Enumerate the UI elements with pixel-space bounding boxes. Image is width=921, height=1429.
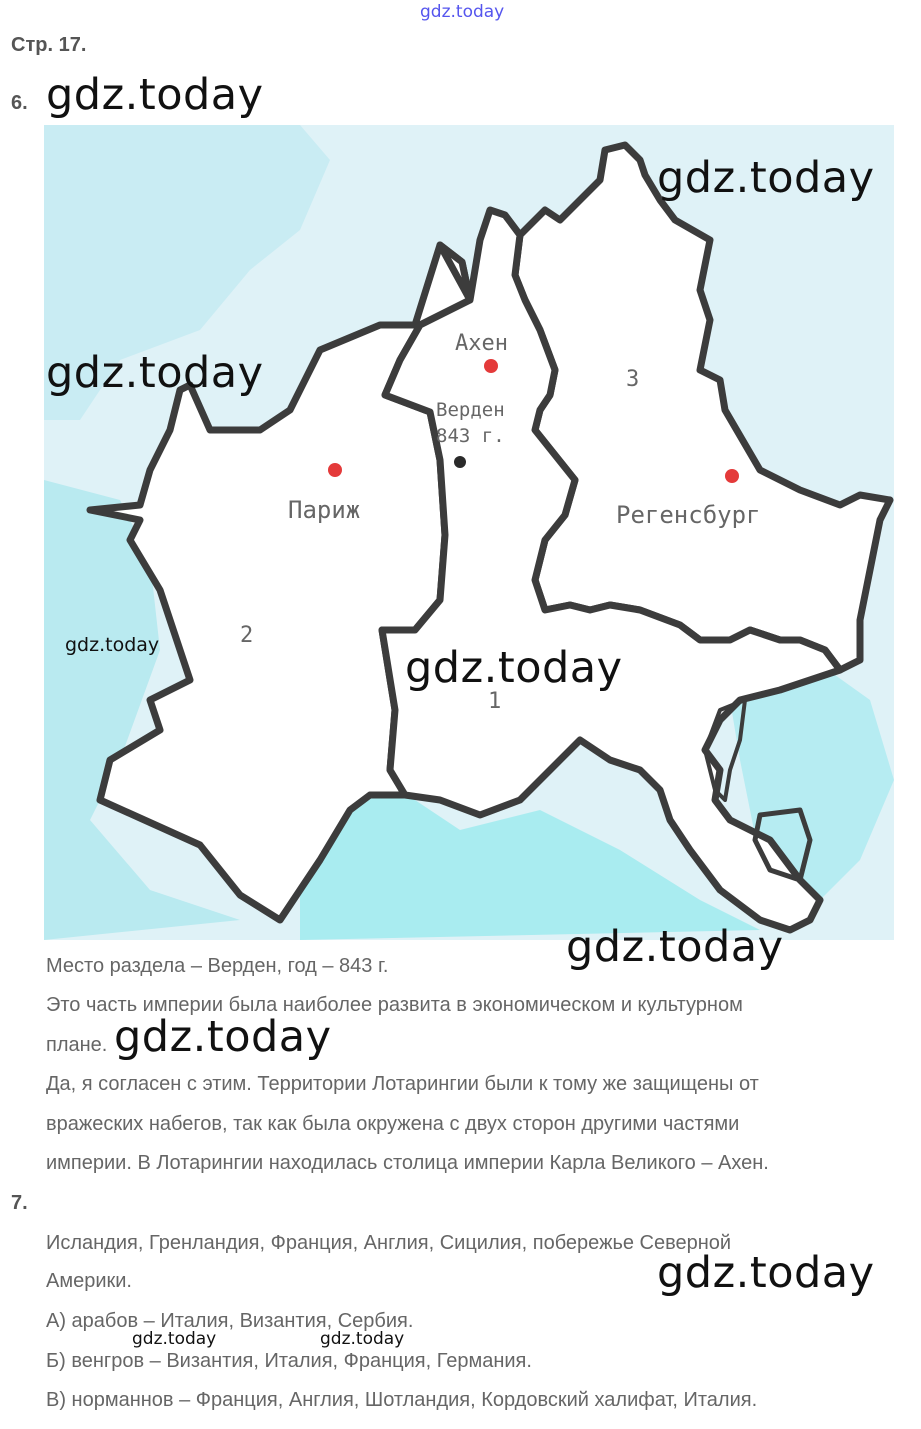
label-region-3: 3: [626, 367, 640, 392]
task-7-number: 7.: [11, 1192, 28, 1214]
answer-line: Это часть империи была наиболее развита в экономическом и культурном: [46, 994, 743, 1016]
label-verdun: Верден: [436, 399, 505, 421]
label-paris: Париж: [288, 496, 361, 524]
answer-line: Место раздела – Верден, год – 843 г.: [46, 955, 389, 977]
answer-line: Да, я согласен с этим. Территории Лотарингии были к тому же защищены от: [46, 1073, 759, 1095]
watermark: gdz.today: [65, 634, 160, 656]
label-region-2: 2: [240, 623, 254, 648]
label-aachen: Ахен: [455, 331, 508, 356]
answer-line: Америки.: [46, 1270, 132, 1292]
watermark: gdz.today: [657, 153, 875, 203]
label-verdun-year: 843 г.: [436, 425, 505, 447]
answer-line: империи. В Лотарингии находилась столица империи Карла Великого – Ахен.: [46, 1152, 769, 1174]
verdun-division-map: [44, 125, 894, 940]
watermark: gdz.today: [46, 348, 264, 398]
city-marker-regensburg: [725, 469, 739, 483]
answer-line: вражеских набегов, так как была окружена с двух сторон другими частями: [46, 1113, 740, 1135]
page-label: Стр. 17.: [11, 34, 87, 56]
watermark: gdz.today: [320, 1329, 405, 1349]
answer-line: А) арабов – Италия, Византия, Сербия.: [46, 1310, 414, 1332]
answer-line: Б) венгров – Византия, Италия, Франция, Германия.: [46, 1350, 532, 1372]
city-marker-paris: [328, 463, 342, 477]
watermark: gdz.today: [566, 922, 784, 972]
watermark: gdz.today: [132, 1329, 217, 1349]
answer-line: В) норманнов – Франция, Англия, Шотландия, Кордовский халифат, Италия.: [46, 1389, 758, 1411]
label-region-1: 1: [488, 689, 502, 714]
watermark: gdz.today: [405, 643, 623, 693]
answer-line: плане.: [46, 1034, 108, 1056]
answer-line: Исландия, Гренландия, Франция, Англия, Сицилия, побережье Северной: [46, 1232, 732, 1254]
watermark: gdz.today: [657, 1248, 875, 1298]
city-marker-verdun: [454, 456, 466, 468]
watermark: gdz.today: [46, 70, 264, 120]
watermark-top: gdz.today: [420, 2, 505, 22]
task-6-number: 6.: [11, 92, 28, 114]
watermark: gdz.today: [114, 1012, 332, 1062]
label-regensburg: Регенсбург: [616, 501, 761, 529]
city-marker-aachen: [484, 359, 498, 373]
